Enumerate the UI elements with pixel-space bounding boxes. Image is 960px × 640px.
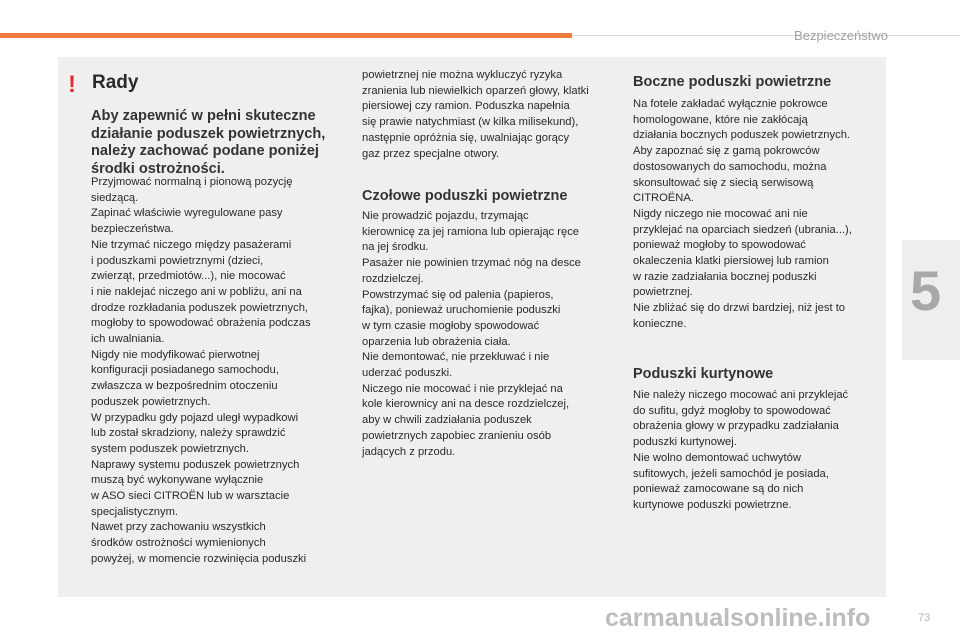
text-line: Na fotele zakładać wyłącznie pokrowce xyxy=(633,98,828,110)
text-line: okaleczenia klatki piersiowej lub ramion xyxy=(633,255,829,268)
text-line: oparzenia lub obrażenia ciała. xyxy=(362,335,511,348)
advice-column-1 xyxy=(91,175,345,568)
text-line: powyżej, w momencie rozwinięcia poduszki xyxy=(91,552,307,565)
section-title: Bezpieczeństwo xyxy=(794,28,888,43)
text-line: fajka), ponieważ uruchomienie poduszki xyxy=(362,304,561,317)
text-line: i poduszkami powietrznymi (dzieci, xyxy=(91,254,264,267)
text-line: skonsultować się z siecią serwisową xyxy=(633,176,814,189)
side-airbags-text xyxy=(633,97,878,333)
text-line: Naprawy systemu poduszek powietrznych xyxy=(91,458,300,471)
text-line: powietrznych zapobiec zranieniu osób xyxy=(362,429,552,442)
advice-column-2 xyxy=(362,68,612,162)
text-line: uderzać poduszki. xyxy=(362,367,453,380)
text-line: do sufitu, gdyż mogłoby to spowodować xyxy=(633,404,831,417)
page-number: 73 xyxy=(918,612,931,624)
text-line: zranienia lub niewielkich oparzeń głowy, klatki xyxy=(362,84,589,97)
text-line: w ASO sieci CITROËN lub w warsztacie xyxy=(91,490,290,503)
advice-subheading: Aby zapewnić w pełni skuteczne działanie poduszek powietrznych, należy zachować podane poniżej środki ostrożności. xyxy=(91,108,326,177)
text-line: gaz przez specjalne otwory. xyxy=(362,147,500,160)
text-line: jadących z przodu. xyxy=(362,445,456,458)
text-line: Powstrzymać się od palenia (papieros, xyxy=(362,288,554,301)
text-line: się prawie natychmiast (w kilka milisekund), xyxy=(362,116,579,129)
curtain-airbags-title: Poduszki kurtynowe xyxy=(633,366,774,382)
text-line: W przypadku gdy pojazd uległ wypadkowi xyxy=(91,411,299,424)
text-line: środków ostrożności wymienionych xyxy=(91,537,266,550)
accent-bar xyxy=(0,33,572,38)
text-line: system poduszek powietrznych. xyxy=(91,442,249,455)
text-line: powietrznej. xyxy=(633,286,693,299)
text-line: obrażenia głowy w przypadku zadziałania xyxy=(633,420,839,433)
exclamation-icon: ! xyxy=(68,71,76,98)
text-line: kurtynowe poduszki powietrzne. xyxy=(633,498,792,511)
text-line: mogłoby to spowodować obrażenia podczas xyxy=(91,317,311,330)
text-line: sufitowych, jeżeli samochód je posiada, xyxy=(633,467,829,480)
text-line: kole kierownicy ani na desce rozdzielczej, xyxy=(362,398,570,411)
text-line: Nie trzymać niczego między pasażerami xyxy=(91,238,292,251)
text-line: Niczego nie mocować i nie przyklejać na xyxy=(362,382,563,395)
front-airbags-text xyxy=(362,209,612,460)
text-line: bezpieczeństwa. xyxy=(91,223,174,236)
text-line: aby w chwili zadziałania poduszek xyxy=(362,414,532,427)
text-line: Nie należy niczego mocować ani przyklejać xyxy=(633,389,849,401)
text-line: w tym czasie mogłoby spowodować xyxy=(362,319,540,332)
text-line: ponieważ mogłoby to spowodować xyxy=(633,239,806,252)
header-rule xyxy=(572,35,960,36)
text-line: ich uwalniania. xyxy=(91,333,165,346)
text-line: poduszki kurtynowej. xyxy=(633,436,737,449)
text-line: homologowane, które nie zakłócają xyxy=(633,113,808,126)
text-line: w razie zadziałania bocznej poduszki xyxy=(633,270,817,283)
curtain-airbags-text xyxy=(633,388,878,514)
text-line: lub został skradziony, należy sprawdzić xyxy=(91,427,286,440)
text-line: Nie demontować, nie przekłuwać i nie xyxy=(362,351,550,364)
text-line: działania bocznych poduszek powietrznych. xyxy=(633,129,851,142)
text-line: Nie wolno demontować uchwytów xyxy=(633,451,801,464)
watermark: carmanualsonline.info xyxy=(605,604,871,632)
text-line: drodze rozkładania poduszek powietrznych, xyxy=(91,301,309,314)
text-line: dostosowanych do samochodu, można xyxy=(633,160,827,173)
text-line: Zapinać właściwie wyregulowane pasy xyxy=(91,207,283,220)
text-line: Pasażer nie powinien trzymać nóg na desce xyxy=(362,257,581,270)
text-line: rozdzielczej. xyxy=(362,272,424,285)
text-line: zwierząt, przedmiotów...), nie mocować xyxy=(91,270,286,283)
text-line: Nigdy nie modyfikować pierwotnej xyxy=(91,348,260,361)
text-line: Nigdy niczego nie mocować ani nie xyxy=(633,207,808,220)
chapter-number: 5 xyxy=(910,259,942,322)
text-line: Przyjmować normalną i pionową pozycję xyxy=(91,176,293,188)
text-line: CITROËNA. xyxy=(633,192,694,205)
text-line: specjalistycznym. xyxy=(91,505,179,518)
text-line: Aby zapoznać się z gamą pokrowców xyxy=(633,145,820,158)
text-line: przyklejać na oparciach siedzeń (ubrania...), xyxy=(633,223,852,236)
chapter-tab xyxy=(902,240,960,360)
text-line: ponieważ zamocowane są do nich xyxy=(633,483,804,496)
text-line: konieczne. xyxy=(633,317,687,330)
front-airbags-title: Czołowe poduszki powietrzne xyxy=(362,188,568,204)
text-line: Nie zbliżać się do drzwi bardziej, niż jest to xyxy=(633,302,846,315)
text-line: muszą być wykonywane wyłącznie xyxy=(91,474,264,487)
text-line: konfiguracji posiadanego samochodu, xyxy=(91,364,279,377)
side-airbags-title: Boczne poduszki powietrzne xyxy=(633,74,832,90)
text-line: i nie naklejać niczego ani w pobliżu, ani na xyxy=(91,285,302,298)
text-line: zwłaszcza w bezpośrednim otoczeniu xyxy=(91,380,278,393)
text-line: poduszek powietrznych. xyxy=(91,395,211,408)
text-line: Nawet przy zachowaniu wszystkich xyxy=(91,521,266,534)
text-line: następnie opróżnia się, uwalniając gorący xyxy=(362,131,570,144)
text-line: Nie prowadzić pojazdu, trzymając xyxy=(362,210,529,222)
text-line: na jej środku. xyxy=(362,241,429,254)
advice-title: Rady xyxy=(92,72,139,93)
text-line: piersiowej czy ramion. Poduszka napełnia xyxy=(362,100,570,113)
text-line: siedzącą. xyxy=(91,191,139,204)
text-line: kierownicę za jej ramiona lub opierając ręce xyxy=(362,225,580,238)
text-line: powietrznej nie można wykluczyć ryzyka xyxy=(362,69,563,81)
